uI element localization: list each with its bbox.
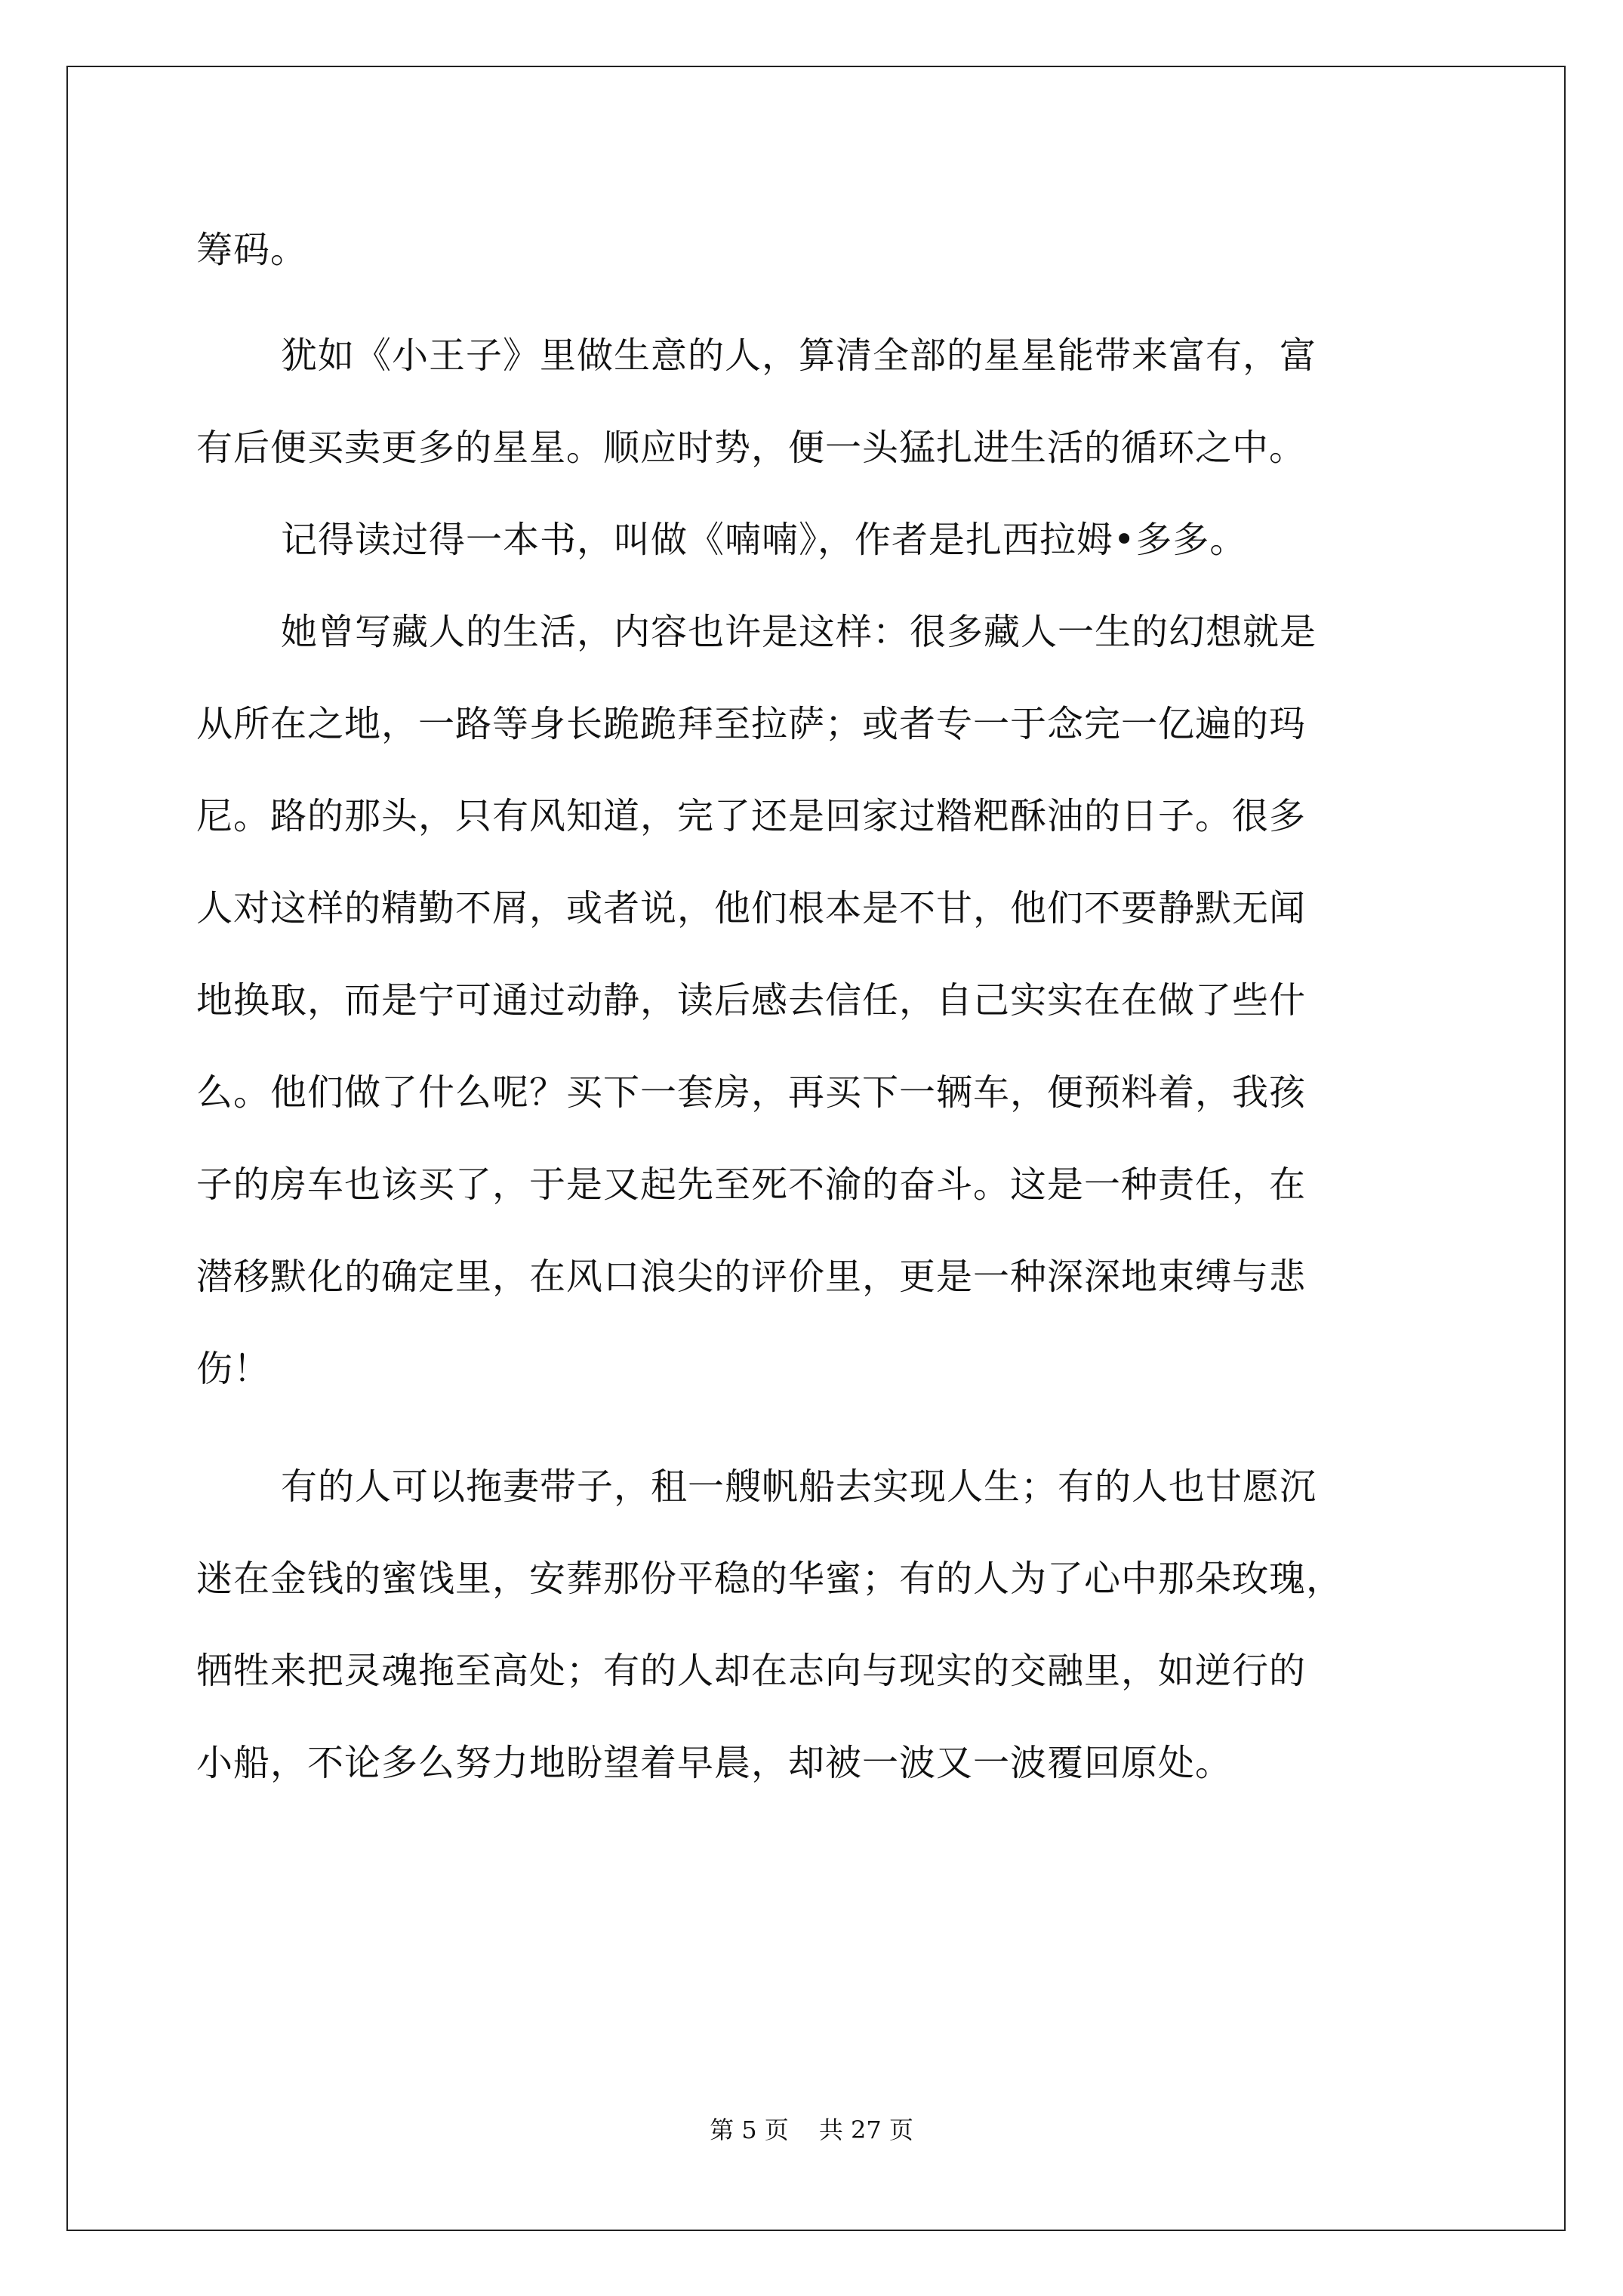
document-body [196,204,1434,1809]
page-total: 共 27 页 [818,2116,913,2144]
page-footer [0,2111,1623,2146]
text-line: 地换取，而是宁可通过动静，读后感去信任，自己实实在在做了些什 [196,979,1307,1022]
text-line: 潜移默化的确定里，在风口浪尖的评价里，更是一种深深地束缚与悲 [196,1256,1307,1298]
paragraph-start: 记得读过得一本书，叫做《喃喃》，作者是扎西拉姆•多多。 [281,519,1247,561]
text-line: 子的房车也该买了，于是又起先至死不渝的奋斗。这是一种责任，在 [196,1163,1307,1206]
text-line: 伤！ [196,1348,271,1390]
page-number: 第 5 页 [710,2116,789,2144]
text-line: 有后便买卖更多的星星。顺应时势，便一头猛扎进生活的循环之中。 [196,427,1307,469]
text-line: 迷在金钱的蜜饯里，安葬那份平稳的华蜜；有的人为了心中那朵玫瑰， [196,1558,1344,1600]
paragraph-start: 她曾写藏人的生活，内容也许是这样：很多藏人一生的幻想就是 [281,611,1317,653]
text-line: 从所在之地，一路等身长跪跪拜至拉萨；或者专一于念完一亿遍的玛 [196,703,1307,745]
paragraph-start: 有的人可以拖妻带子，租一艘帆船去实现人生；有的人也甘愿沉 [281,1465,1317,1508]
paragraph-start: 犹如《小王子》里做生意的人，算清全部的星星能带来富有，富 [281,334,1317,377]
text-line: 么。他们做了什么呢？买下一套房，再买下一辆车，便预料着，我孩 [196,1071,1307,1114]
text-line: 尼。路的那头，只有风知道，完了还是回家过糌粑酥油的日子。很多 [196,795,1307,837]
text-line: 筹码。 [196,229,308,271]
text-line: 牺牲来把灵魂拖至高处；有的人却在志向与现实的交融里，如逆行的 [196,1650,1307,1692]
text-line: 人对这样的精勤不屑，或者说，他们根本是不甘，他们不要静默无闻 [196,887,1307,929]
text-line: 小船，不论多么努力地盼望着早晨，却被一波又一波覆回原处。 [196,1742,1233,1784]
